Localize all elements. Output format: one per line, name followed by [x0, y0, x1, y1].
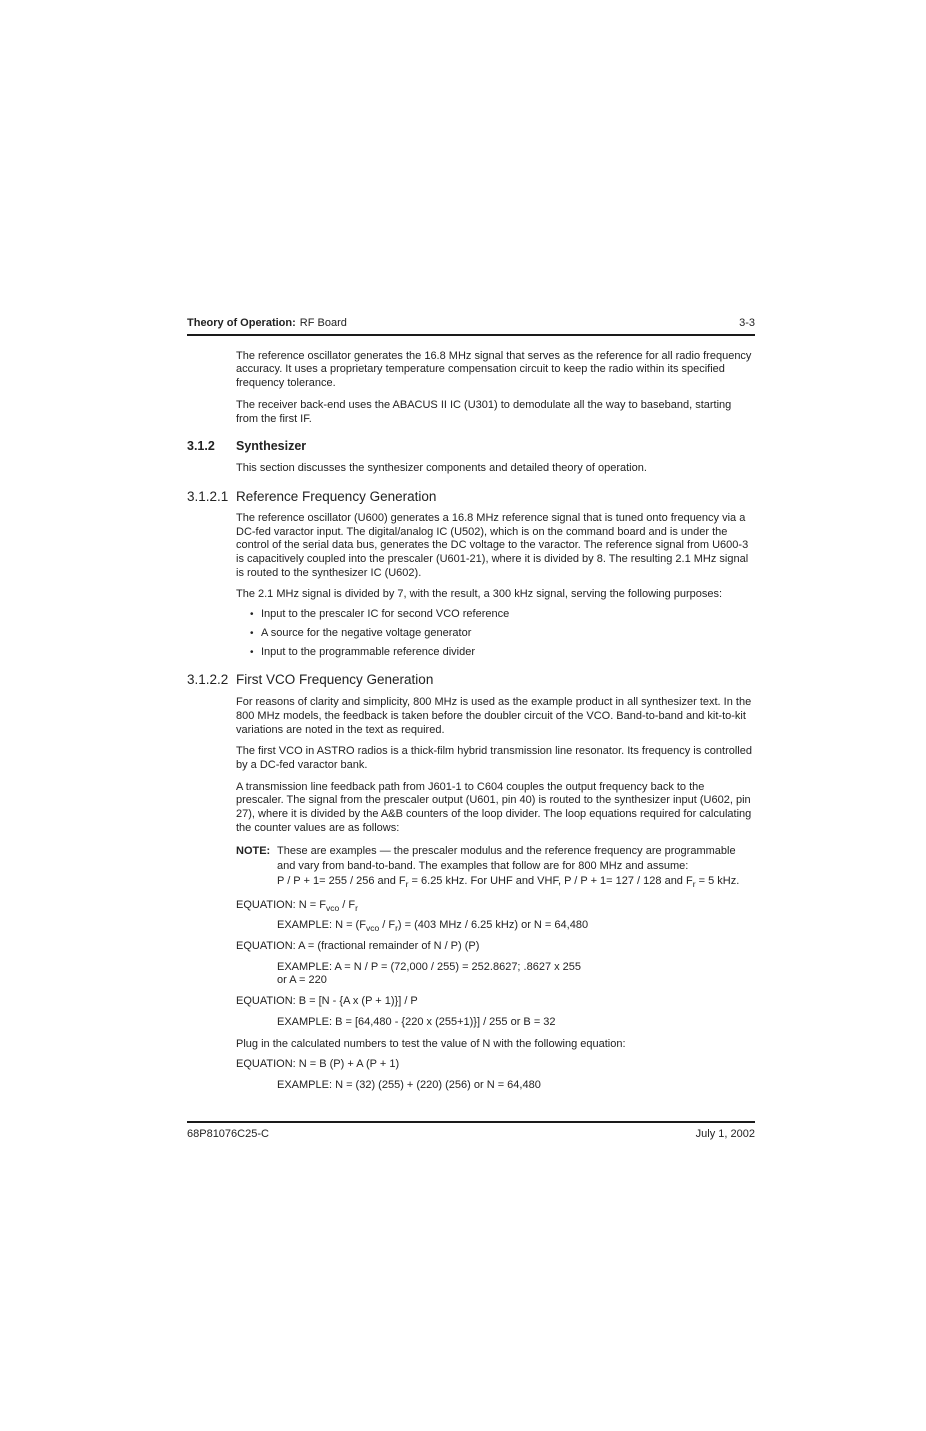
page-footer [187, 1128, 755, 1142]
bullet-icon: • [250, 609, 254, 621]
note-formula [277, 874, 755, 889]
ref-freq-bullet-list [250, 608, 755, 659]
section-number: 3.1.2.2 [187, 672, 229, 688]
example-n [277, 919, 755, 933]
note-text: These are examples — the prescaler modulus and the reference frequency are programmable and vary from band-to-band. The examples that follow are for 800 MHz and assume: [277, 844, 736, 872]
example-text: EXAMPLE: N = (F [277, 919, 366, 932]
equation-text: / F [339, 898, 356, 911]
ref-freq-paragraph-2: The 2.1 MHz signal is divided by 7, with the result, a 300 kHz signal, serving the following purposes: [236, 588, 723, 601]
first-vco-paragraph-3: A transmission line feedback path from J601-1 to C604 couples the output frequency back to the prescaler. The signal from the prescaler output (U601, pin 40) is routed to the synthesizer input (U602, pin 27), where it is divided by the A&B counters of the loop divider. The loop equations required for calculating the counter values are as follows: [236, 780, 752, 834]
formula-subscript: r [692, 878, 696, 889]
document-number: 68P81076C25-C [187, 1128, 269, 1140]
page-header [187, 317, 755, 331]
example-text: EXAMPLE: A = N / P = (72,000 / 255) = 252.8627; .8627 x 255 [277, 960, 582, 973]
ref-freq-paragraph-1: The reference oscillator (U600) generates a 16.8 MHz reference signal that is tuned onto frequency via a DC-fed varactor input. The digital/analog IC (U502), which is on the command board and is under the control of the serial data bus, generates the DC voltage to the varactor. The reference signal from U600-3 is capacitively coupled into the prescaler (U601-21), where it is divided by 8. The resulting 2.1 MHz signal is routed to the synthesizer IC (U602). [236, 511, 749, 579]
bullet-text: Input to the prescaler IC for second VCO reference [261, 608, 510, 621]
equation-a: EQUATION: A = (fractional remainder of N / P) (P) [236, 939, 480, 952]
page-content [187, 317, 755, 1093]
section-title: First VCO Frequency Generation [236, 672, 434, 688]
bullet-text: A source for the negative voltage generator [261, 626, 472, 639]
equation-text: EQUATION: N = F [236, 898, 326, 911]
example-subscript: r [395, 923, 398, 934]
header-section-detail: RF Board [299, 317, 347, 329]
formula-subscript: r [405, 878, 409, 889]
first-vco-paragraph-2: The first VCO in ASTRO radios is a thick-film hybrid transmission line resonator. Its frequency is controlled by a DC-fed varactor bank. [236, 745, 752, 772]
equation-n [236, 899, 755, 913]
list-item [250, 627, 755, 641]
footer-date: July 1, 2002 [695, 1128, 755, 1140]
list-item [250, 646, 755, 660]
bullet-icon: • [250, 627, 254, 639]
section-heading-first-vco [187, 672, 755, 688]
page-number: 3-3 [739, 317, 755, 329]
list-item [250, 608, 755, 622]
bullet-icon: • [250, 646, 254, 658]
formula-text: = 5 kHz. [695, 874, 740, 887]
section-heading-synthesizer [187, 439, 755, 454]
example-subscript: vco [365, 923, 380, 934]
note-block [236, 844, 755, 889]
intro-paragraph-2: The receiver back-end uses the ABACUS II IC (U301) to demodulate all the way to baseband, starting from the first IF. [236, 398, 732, 425]
section-title: Reference Frequency Generation [236, 488, 437, 504]
section-title: Synthesizer [236, 439, 307, 454]
equation-b: EQUATION: B = [N - {A x (P + 1)}] / P [236, 995, 418, 1008]
example-a [277, 961, 755, 988]
example-b: EXAMPLE: B = [64,480 - {220 x (255+1)}] / 255 or B = 32 [277, 1015, 556, 1028]
synthesizer-intro-paragraph: This section discusses the synthesizer components and detailed theory of operation. [236, 462, 647, 475]
header-section-label: Theory of Operation: [187, 317, 296, 329]
equation-subscript: r [355, 902, 358, 913]
section-number: 3.1.2 [187, 439, 215, 454]
intro-paragraph-1: The reference oscillator generates the 16.8 MHz signal that serves as the reference for all radio frequency accuracy. It uses a proprietary temperature compensation circuit to keep the radio within its specified frequency tolerance. [236, 349, 752, 390]
bullet-text: Input to the programmable reference divider [261, 645, 476, 658]
formula-text: P / P + 1= 255 / 256 and F [277, 874, 406, 887]
section-heading-ref-freq [187, 489, 755, 505]
footer-rule [187, 1121, 755, 1123]
note-label: NOTE: [236, 844, 271, 857]
section-number: 3.1.2.1 [187, 488, 229, 504]
header-rule [187, 334, 755, 336]
running-header-title [187, 317, 347, 331]
example-text: ) = (403 MHz / 6.25 kHz) or N = 64,480 [397, 919, 589, 932]
formula-text: = 6.25 kHz. For UHF and VHF, P / P + 1= 127 / 128 and F [408, 874, 693, 887]
equation-n-check: EQUATION: N = B (P) + A (P + 1) [236, 1058, 400, 1071]
example-n-check: EXAMPLE: N = (32) (255) + (220) (256) or N = 64,480 [277, 1078, 541, 1091]
plug-in-paragraph: Plug in the calculated numbers to test the value of N with the following equation: [236, 1037, 626, 1050]
equation-subscript: vco [325, 902, 340, 913]
example-text: or A = 220 [277, 974, 327, 987]
example-text: / F [379, 919, 396, 932]
first-vco-paragraph-1: For reasons of clarity and simplicity, 800 MHz is used as the example product in all synthesizer text. In the 800 MHz models, the feedback is taken before the doubler circuit of the VCO. Band-to-band and kit-to-kit variations are noted in the text as required. [236, 696, 752, 736]
